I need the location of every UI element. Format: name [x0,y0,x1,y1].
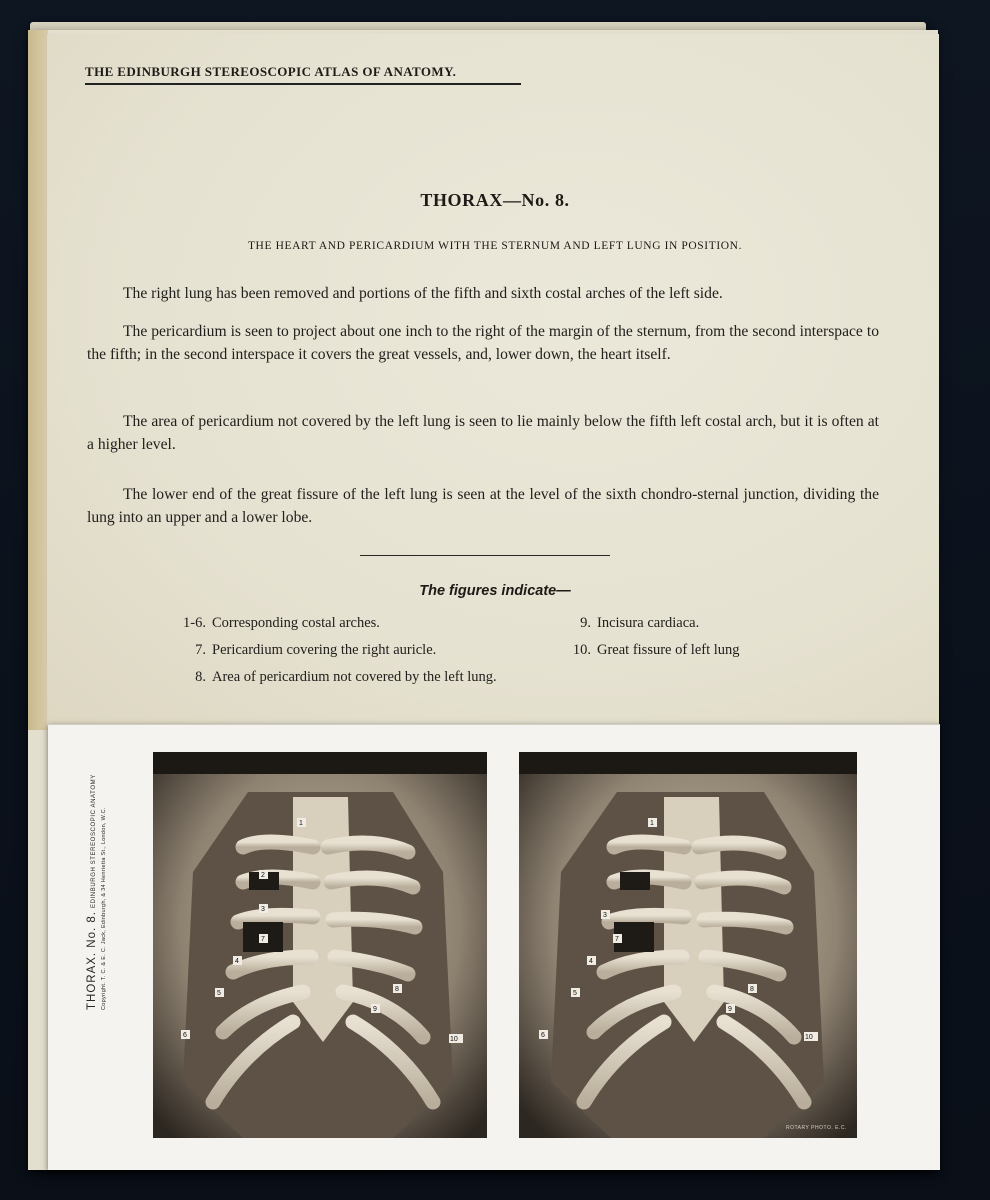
legend-text: Area of pericardium not covered by the left lung. [212,669,497,685]
plate-subtitle: THE HEART AND PERICARDIUM WITH THE STERNUM AND LEFT LUNG IN POSITION. [247,240,743,252]
stereo-caption-series: EDINBURGH STEREOSCOPIC ANATOMY [91,774,97,908]
legend-item [563,642,740,659]
label-4-left: 4 [235,958,239,965]
legend-item [563,615,699,632]
card-edge [28,30,48,730]
label-6-left: 6 [183,1032,187,1039]
thorax-photo-left [153,752,487,1138]
legend-item [178,669,497,686]
label-2-left: 2 [261,872,265,879]
figures-heading: The figures indicate— [419,583,571,599]
label-10-right: 10 [805,1034,813,1041]
paragraph-1: The right lung has been removed and portions of the fifth and sixth costal arches of the left side. [123,285,723,302]
stereo-photo-right [519,752,857,1138]
legend-number: 8. [195,669,206,685]
series-title: THE EDINBURGH STEREOSCOPIC ATLAS OF ANATOMY. [85,64,521,85]
legend-item [178,642,436,659]
legend-number: 1-6. [183,615,206,631]
legend-text: Pericardium covering the right auricle. [212,642,437,658]
legend-number: 7. [195,642,206,658]
legend-number: 9. [580,615,591,631]
plate-title: THORAX—No. 8. [420,190,570,210]
label-3-right: 3 [603,912,607,919]
label-1-right: 1 [650,820,654,827]
stereo-photo-left [153,752,487,1138]
paragraph-4: The lower end of the great fissure of the left lung is seen at the level of the sixth chondro-sternal junction, dividing the lung into an upper and a lower lobe. [87,486,879,526]
label-5-right: 5 [573,990,577,997]
legend-item [178,615,380,632]
label-8-left: 8 [395,986,399,993]
legend-text: Corresponding costal arches. [212,615,380,631]
thorax-photo-right [519,752,857,1138]
label-6-right: 6 [541,1032,545,1039]
label-8-right: 8 [750,986,754,993]
label-5-left: 5 [217,990,221,997]
label-1-left: 1 [299,820,303,827]
photo-credit: ROTARY PHOTO. E.C. [786,1125,847,1131]
label-10-left: 10 [450,1036,458,1043]
label-9-right: 9 [728,1006,732,1013]
legend-text: Incisura cardiaca. [597,615,700,631]
stereo-caption [82,774,107,1010]
label-4-right: 4 [589,958,593,965]
paragraph-2: The pericardium is seen to project about one inch to the right of the margin of the sternum, from the second interspace to the fifth; in the second interspace it covers the great vessels, and, lower down, the heart itself. [87,323,879,363]
label-7-right: 7 [615,936,619,943]
legend-number: 10. [572,642,591,658]
label-3-left: 3 [261,906,265,913]
paragraph-3: The area of pericardium not covered by the left lung is seen to lie mainly below the fifth left costal arch, but it is often at a higher level. [87,413,879,453]
stereo-caption-title: THORAX. No. 8. [86,911,98,1010]
divider-rule [360,555,610,556]
label-9-left: 9 [373,1006,377,1013]
label-7-left: 7 [261,936,265,943]
stereo-caption-copyright: Copyright. T. C. & E. C. Jack, Edinburgh, & 34 Henrietta St., London, W.C. [101,807,107,1010]
legend-text: Great fissure of left lung [597,642,740,658]
